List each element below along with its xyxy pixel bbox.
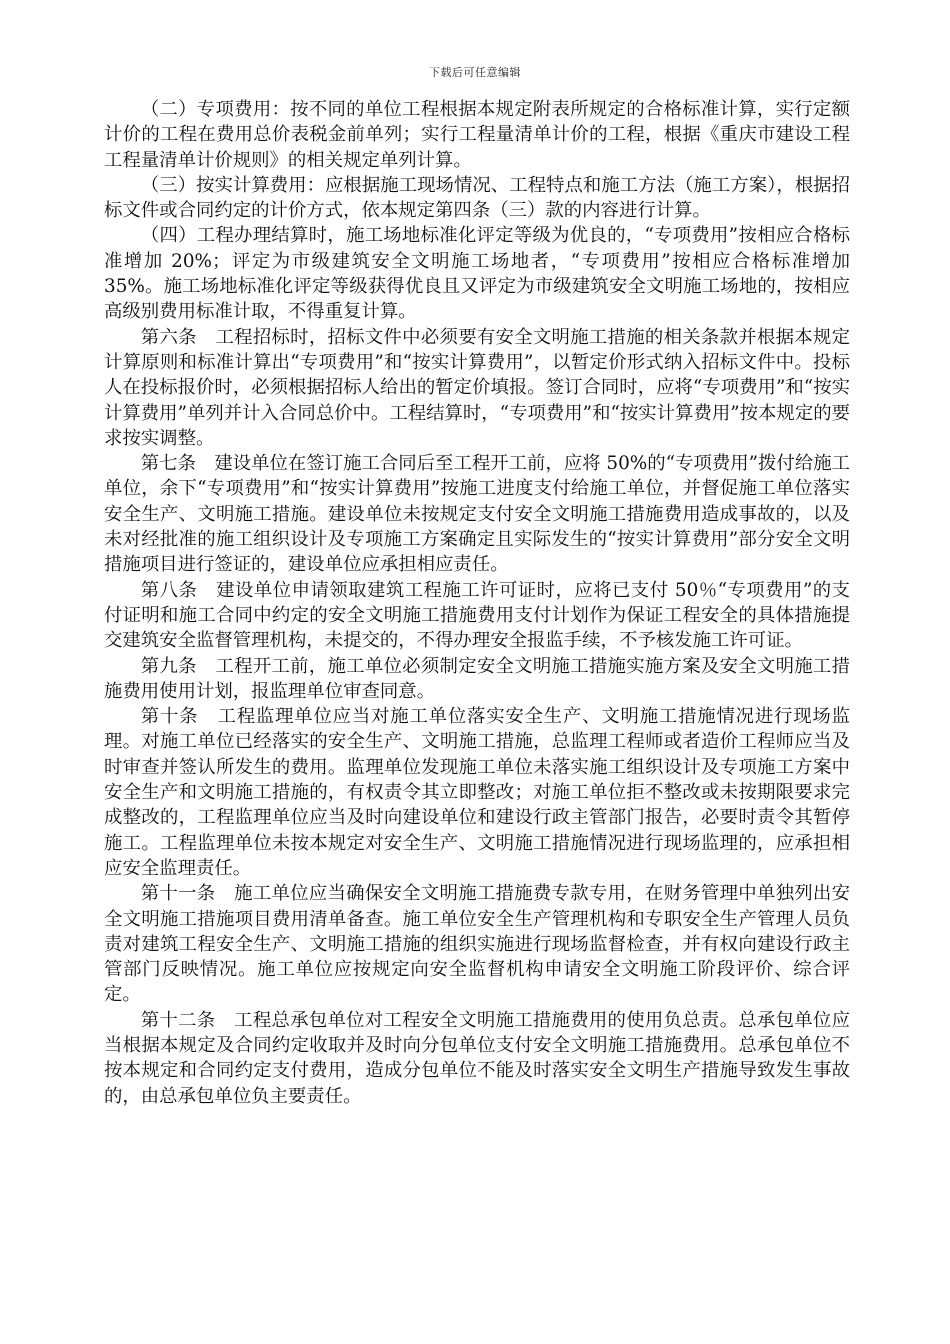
- paragraph-article-11: 第十一条 施工单位应当确保安全文明施工措施费专款专用，在财务管理中单独列出安全文明施工措施项目费用清单备查。施工单位安全生产管理机构和专职安全生产管理人员负责对建筑工程安全生产、文明施工措施的组织实施进行现场监督检查，并有权向建设行政主管部门反映情况。施工单位应按规定向安全监督机构申请安全文明施工阶段评价、综合评定。: [104, 883, 850, 1006]
- paragraph-article-12: 第十二条 工程总承包单位对工程安全文明施工措施费用的使用负总责。总承包单位应当根据本规定及合同约定收取并及时向分包单位支付安全文明施工措施费用。总承包单位不按本规定和合同约定支付费用，造成分包单位不能及时落实安全文明生产措施导致发生事故的，由总承包单位负主要责任。: [104, 1009, 850, 1107]
- page-header-note: 下载后可任意编辑: [429, 66, 521, 79]
- paragraph-article-9: 第九条 工程开工前，施工单位必须制定安全文明施工措施实施方案及安全文明施工措施费用使用计划，报监理单位审查同意。: [104, 655, 850, 702]
- paragraph-actual-cost-fees: （三）按实计算费用：应根据施工现场情况、工程特点和施工方法（施工方案），根据招标文件或合同约定的计价方式，依本规定第四条（三）款的内容进行计算。: [104, 174, 850, 222]
- paragraph-article-6: 第六条 工程招标时，招标文件中必须要有安全文明施工措施的相关条款并根据本规定计算原则和标准计算出“专项费用”和“按实计算费用”，以暂定价形式纳入招标文件中。投标人在投标报价时，必须根据招标人给出的暂定价填报。签订合同时，应将“专项费用”和“按实计算费用”单列并计入合同总价中。工程结算时，“专项费用”和“按实计算费用”按本规定的要求按实调整。: [104, 326, 850, 449]
- paragraph-settlement-grading: （四）工程办理结算时，施工场地标准化评定等级为优良的，“专项费用”按相应合格标准增加 20%；评定为市级建筑安全文明施工场地者，“专项费用”按相应合格标准增加 35%。施工场地标准化评定等级获得优良且又评定为市级建筑安全文明施工场地的，按相应高级别费用标准计取，不得重复计算。: [104, 225, 850, 323]
- document-body: [104, 97, 850, 1109]
- paragraph-article-8: 第八条 建设单位申请领取建筑工程施工许可证时，应将已支付 50％“专项费用”的支付证明和施工合同中约定的安全文明施工措施费用支付计划作为保证工程安全的具体措施提交建筑安全监督管理机构，未提交的，不得办理安全报监手续，不予核发施工许可证。: [104, 579, 850, 652]
- paragraph-special-fees: （二）专项费用：按不同的单位工程根据本规定附表所规定的合格标准计算，实行定额计价的工程在费用总价表税金前单列；实行工程量清单计价的工程，根据《重庆市建设工程工程量清单计价规则》的相关规定单列计算。: [104, 99, 850, 171]
- paragraph-article-7: 第七条 建设单位在签订施工合同后至工程开工前，应将 50%的“专项费用”拨付给施工单位，余下“专项费用”和“按实计算费用”按施工进度支付给施工单位，并督促施工单位落实安全生产、文明施工措施。建设单位未按规定支付安全文明施工措施费用造成事故的，以及未对经批准的施工组织设计及专项施工方案确定且实际发生的“按实计算费用”部分安全文明措施项目进行签证的，建设单位应承担相应责任。: [104, 453, 850, 576]
- paragraph-article-10: 第十条 工程监理单位应当对施工单位落实安全生产、文明施工措施情况进行现场监理。对施工单位已经落实的安全生产、文明施工措施，总监理工程师或者造价工程师应当及时审查并签认所发生的费用。监理单位发现施工单位未落实施工组织设计及专项施工方案中安全生产和文明施工措施的，有权责令其立即整改；对施工单位拒不整改或未按期限要求完成整改的，工程监理单位应当及时向建设单位和建设行政主管部门报告，必要时责令其暂停施工。工程监理单位未按本规定对安全生产、文明施工措施情况进行现场监理的，应承担相应安全监理责任。: [104, 706, 850, 879]
